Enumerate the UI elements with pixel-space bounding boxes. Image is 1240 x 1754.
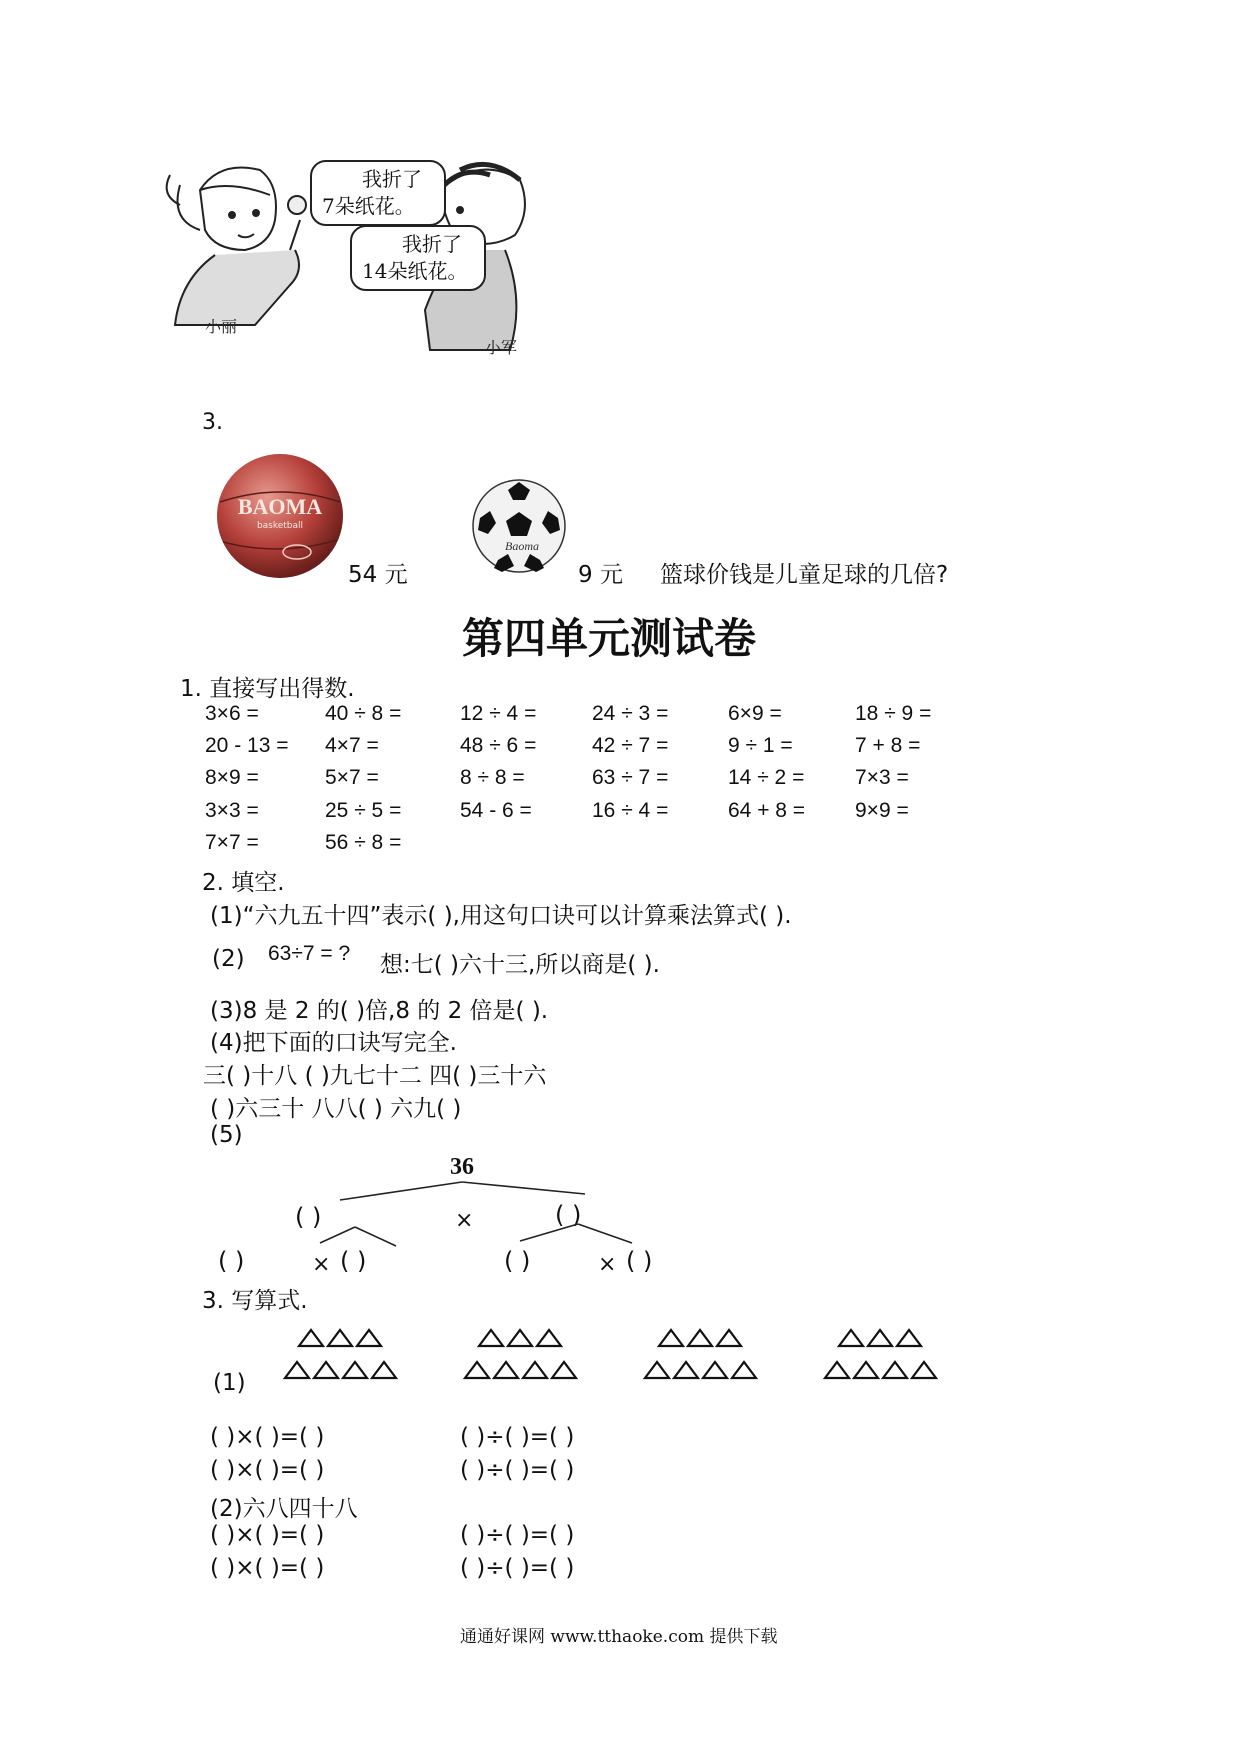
triangle-icon [523,1362,547,1378]
basketball-image [215,452,345,580]
section2-heading: 2. 填空. [202,870,285,896]
calc-problem: 25 ÷ 5 = [325,799,402,822]
triangle-icon [674,1362,698,1378]
triangle-icon [285,1362,309,1378]
calc-problem: 5×7 = [325,766,379,789]
triangle-icon [688,1330,712,1346]
calc-problem: 4×7 = [325,734,379,757]
eq-row-1-mult: ( )×( )=( ) [210,1424,325,1450]
triangle-group [825,1330,936,1378]
triangle-icon [537,1330,561,1346]
eq-row-4-mult: ( )×( )=( ) [210,1555,325,1581]
q3-question: 篮球价钱是儿童足球的几倍? [660,562,949,588]
triangle-group [465,1330,576,1378]
section3-heading: 3. 写算式. [202,1288,308,1314]
triangle-icon [703,1362,727,1378]
calc-problem: 3×6 = [205,702,259,725]
fill-item-3: (3)8 是 2 的( )倍,8 的 2 倍是( ). [210,998,549,1024]
tree-l2-op2: × [598,1252,617,1277]
basketball-price: 54 元 [348,562,408,588]
factor-tree [200,1150,740,1280]
calc-problem: 48 ÷ 6 = [460,734,537,757]
calc-problem: 18 ÷ 9 = [855,702,932,725]
calc-problem: 7×3 = [855,766,909,789]
tree-l1-left: ( ) [295,1203,322,1231]
triangle-icon [372,1362,396,1378]
girl-bubble-line-2: 7朵纸花。 [322,194,415,218]
triangle-icon [314,1362,338,1378]
triangle-icon [465,1362,489,1378]
triangle-icon [357,1330,381,1346]
calc-problem: 8×9 = [205,766,259,789]
tree-root: 36 [450,1154,474,1180]
calc-problem: 24 ÷ 3 = [592,702,669,725]
fill-item-4-line-1: 三( )十八 ( )九七十二 四( )三十六 [203,1063,547,1089]
tree-l2-d: ( ) [626,1247,653,1275]
boy-bubble-line-2: 14朵纸花。 [362,259,468,283]
boy-bubble-line-1: 我折了 [402,232,462,256]
calc-problem: 42 ÷ 7 = [592,734,669,757]
calc-problem: 8 ÷ 8 = [460,766,525,789]
fill-item-4: (4)把下面的口诀写完全. [210,1030,457,1056]
triangle-icon [839,1330,863,1346]
soccer-ball-image [470,478,568,574]
tree-l1-right: ( ) [555,1201,582,1229]
calc-problem: 54 - 6 = [460,799,532,822]
eq-row-1-div: ( )÷( )=( ) [460,1424,575,1450]
calc-problem: 20 - 13 = [205,734,289,757]
soccer-price: 9 元 [578,562,623,588]
boy-name: 小军 [485,338,518,357]
fill-item-4-line-2: ( )六三十 八八( ) 六九( ) [210,1096,462,1122]
calc-problem: 6×9 = [728,702,782,725]
calc-problem: 7 + 8 = [855,734,921,757]
calc-problem: 16 ÷ 4 = [592,799,669,822]
tree-l2-c: ( ) [504,1247,531,1275]
triangle-icon [883,1362,907,1378]
triangle-icon [912,1362,936,1378]
calc-problem: 56 ÷ 8 = [325,831,402,854]
calc-problem: 3×3 = [205,799,259,822]
eq-row-2-div: ( )÷( )=( ) [460,1457,575,1483]
triangle-icon [299,1330,323,1346]
triangle-icon [328,1330,352,1346]
triangle-icon [645,1362,669,1378]
tree-l2-op1: × [312,1252,331,1277]
calc-problem: 64 + 8 = [728,799,806,822]
triangle-icon [717,1330,741,1346]
page-title: 第四单元测试卷 [462,614,757,663]
girl-figure [167,168,306,326]
triangle-icon [868,1330,892,1346]
triangle-icon [552,1362,576,1378]
calc-problem: 7×7 = [205,831,259,854]
girl-name: 小丽 [205,317,238,336]
triangle-icon [343,1362,367,1378]
eq-row-2-mult: ( )×( )=( ) [210,1457,325,1483]
section1-heading: 1. 直接写出得数. [180,676,355,702]
triangle-icon [508,1330,532,1346]
boy-speech-bubble [350,225,486,291]
triangle-group [645,1330,756,1378]
triangle-icon [479,1330,503,1346]
calc-problem: 14 ÷ 2 = [728,766,805,789]
triangle-group [285,1330,396,1378]
fill-item-1: (1)“六九五十四”表示( ),用这句口诀可以计算乘法算式( ). [210,903,792,929]
triangle-icon [732,1362,756,1378]
fill-item-2-label: (2) [212,946,245,972]
triangle-icon [897,1330,921,1346]
triangle-groups [270,1320,970,1400]
tree-l1-op: × [455,1208,474,1233]
calc-problem: 12 ÷ 4 = [460,702,537,725]
girl-speech-bubble [310,160,446,226]
triangle-icon [854,1362,878,1378]
girl-bubble-line-1: 我折了 [362,167,422,191]
triangle-icon [659,1330,683,1346]
calc-problem: 63 ÷ 7 = [592,766,669,789]
tree-l2-b: ( ) [340,1247,367,1275]
triangle-icon [825,1362,849,1378]
triangle-icon [494,1362,518,1378]
tree-l2-a: ( ) [218,1247,245,1275]
fill-item-5-label: (5) [210,1122,243,1148]
eq-row-3-div: ( )÷( )=( ) [460,1522,575,1548]
fill-item-2-expr: 63÷7 = ? [268,942,351,965]
section3-item2-label: (2)六八四十八 [210,1496,358,1522]
calc-problem: 9×9 = [855,799,909,822]
calc-problem: 9 ÷ 1 = [728,734,793,757]
eq-row-4-div: ( )÷( )=( ) [460,1555,575,1581]
basketball-sub: basketball [256,521,304,531]
fill-item-2-text: 想:七( )六十三,所以商是( ). [380,952,660,978]
soccer-brand: Baoma [505,539,539,553]
section3-item1-label: (1) [213,1370,246,1396]
q3-number: 3. [202,410,223,435]
footer-credit: 通通好课网 www.tthaoke.com 提供下载 [460,1627,778,1647]
eq-row-3-mult: ( )×( )=( ) [210,1522,325,1548]
calc-problem: 40 ÷ 8 = [325,702,402,725]
basketball-brand: BAOMA [237,494,323,519]
